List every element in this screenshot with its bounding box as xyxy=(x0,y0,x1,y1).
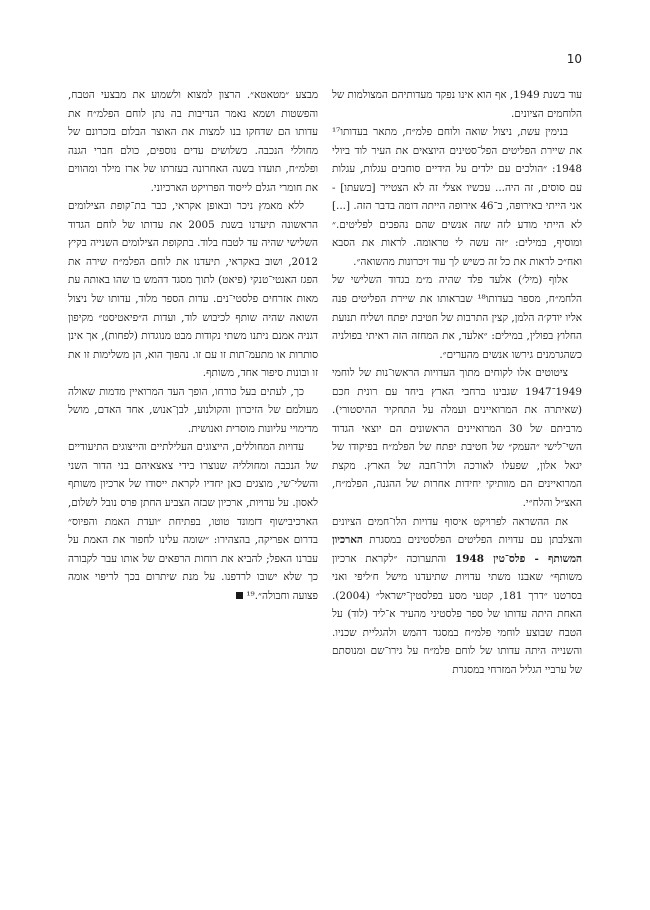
paragraph-text: את ההשראה לפרויקט איסוף עדויות הלו־חמים הציונים והצלבתן עם עדויות הפליטים הפלסטינים במסגרת xyxy=(332,515,582,547)
archive-name-bold: הארכיון המשותף - פלס־טין 1948 xyxy=(332,534,582,565)
right-column xyxy=(332,86,582,680)
paragraph: ללא מאמץ ניכר ובאופן אקראי, כבר בת־קופת הצילומים הראשונה תיעדנו בשנת 2005 את עדותו של לוחם הגדוד השלישי שהיה עד לטבח בלוד. בתקופת הצילומים השנייה בקיץ 2012, ושוב באקראי, תיעדנו את לוחם הפלמ״ח שירה את הפגז האנטי־טנקי (פיאט) לתוך מסגד דהמש בו שהו באותה עת מאות אזרחים פלסטי־נים. עדות הספר מלוד, עדותו של ניצול השואה שהיה שותף לכיבוש לוד, ועדות ה״פיאטיסט״ מקיפון דגניה אמנם ניתנו משתי נקודות מבט מנוגדות (לפחות), אך אינן סותרות או מתעמ־תות זו עם זו. נהפוך הוא, הן משלימות זו את זו ובונות סיפור אחד, משותף. xyxy=(68,200,318,380)
paragraph: בנימין עשת, ניצול שואה ולוחם פלמ״ח, מתאר בעדותו¹⁷ את שיירת הפליטים הפל־סטינים היוצאים את העיר לוד ביולי 1948: ״הולכים עם ילדים על הידיים סוחבים עגלות, עגלות עם סוסים, זה היה... עכשיו אצלי זה לא הצטייר [בשעתו] - אני הייתי באירופה, ב־46 אירופה הייתה דומה בדבר הזה. [...] לא הייתי מודע לזה שזה אנשים שהם נהפכים לפליטים.״ ומוסיף, במילים: ״זה עשה לי טראומה. לראות את הסבא ואח״כ לראות את כל זה כשיש לך עוד זיכרונות מהשואה״. xyxy=(332,126,582,268)
paragraph: ציטוטים אלו לקוחים מתוך העדויות הראשו־נות של לוחמי 1949־1947 שגבינו ברחבי הארץ ביחד עם רונית חכם (שאיתרה את המרואיינים ועמלה על התחקיר ההיסטורי). מרביתם של 30 המרואיינים הראשונים הם יוצאי הגדוד השי־לישי ״העמק״ של חטיבת יפתח של הפלמ״ח בפיקודו של יגאל אלון, שפעלו לאורכה ולרו־חבה של הארץ. מקצת המרואיינים הם מוותיקי יחידות אחרות של ההגנה, הפלמ״ח, האצ״ל והלח״י. xyxy=(332,367,582,510)
paragraph: אלוף (מיל׳) אלעד פלד שהיה מ״מ בגדוד השלישי של הלחמ״ח, מספר בעדותו¹⁸ שבראותו את שיירת הפליטים פנה אליו יודק׳ה הלמן, קצין התרבות של חטיבת יפתח ושליח תנועת החלוץ בפולין, במילים: ״אלעד, את המחזה הזה ראיתי בפולניה כשהגרמנים גירשו אנשים מהערים״. xyxy=(332,274,583,361)
page-number: 10 xyxy=(566,52,582,66)
end-of-article-square-icon xyxy=(236,592,243,599)
paragraph xyxy=(68,438,318,605)
paragraph: מבצע ״מטאטא״. הרצון למצוא ולשמוע את מבצעי הטבח, והפשטות ושמא נאמר הנדיבות בה נתן לוחם הפלמ״ח את עדותו הם שדחקו בנו למצות את האוצר הבלום בזכרונם של מחוללי הנכבה. כשלושים עדים נוספים, כולם חברי הגנה ופלמ״ח, תועדו בשנה האחרונה בעזרתו של ארז מילר ומהווים את חומרי הגלם לייסוד הפרויקט הארכיוני. xyxy=(68,89,318,194)
left-column xyxy=(68,86,318,605)
paragraph xyxy=(332,513,582,680)
paragraph-text-after: והתערוכה ״לקראת ארכיון משותף״ שאבנו משתי עדויות שתיעדנו מישל ח׳ליפי ואני בסרטנו ״דרך 181, קטעי מסע בפלסטין־ישראל״ (2004). האחת היתה עדותו של ספר פלסטיני מהעיר א־ליד (לוד) על הטבח שבוצע לוחמי פלמ״ח במסגד דהמש ולהגליית שכניו. והשנייה היתה עדותו של לוחם פלמ״ח על גירו־שם ומנוסתם של ערביי הגליל המזרחי במסגרת xyxy=(332,552,582,676)
paragraph: כך, לעתים בעל כורחו, הופך העד המרואיין מדמות שאולה מעולמם של הזיכרון והקולנוע, לבן־אנוש, אחד האדם, מושל מדימויי עליונות מוסרית ואנושית. xyxy=(68,385,318,435)
paragraph: עוד בשנת 1949, אף הוא אינו נפקד מעדותיהם המצולמות של הלוחמים הציונים. xyxy=(332,89,582,120)
paragraph-text: עדויות המחוללים, הייצוגים העלילתיים והייצוגים התיעודיים של הנכבה ומחולליה שנוצרו בידי צאצאיהם בני הדור השני והשלי־שי, מוצגים כאן יחדיו לקראת ייסודו של ארכיון משותף לאסון. על עדויות, ארכיון שבזה הצביע החתן פרס נובל לשלום, הארכיבישוף דזמונד טוטו, בפתיחת ״ועדת האמת והפיוס״ בדרום אפריקה, בהצהירו: ״שומה עלינו לחפור את האמת על עברנו האפל; להביא את רוחות הרפאים של אותו עבר לקבורה כך שלא ישובו לרדפנו. על מנת שיתרום בכך לריפוי אומה פצועה וחבולה״.¹⁹ xyxy=(68,441,318,602)
